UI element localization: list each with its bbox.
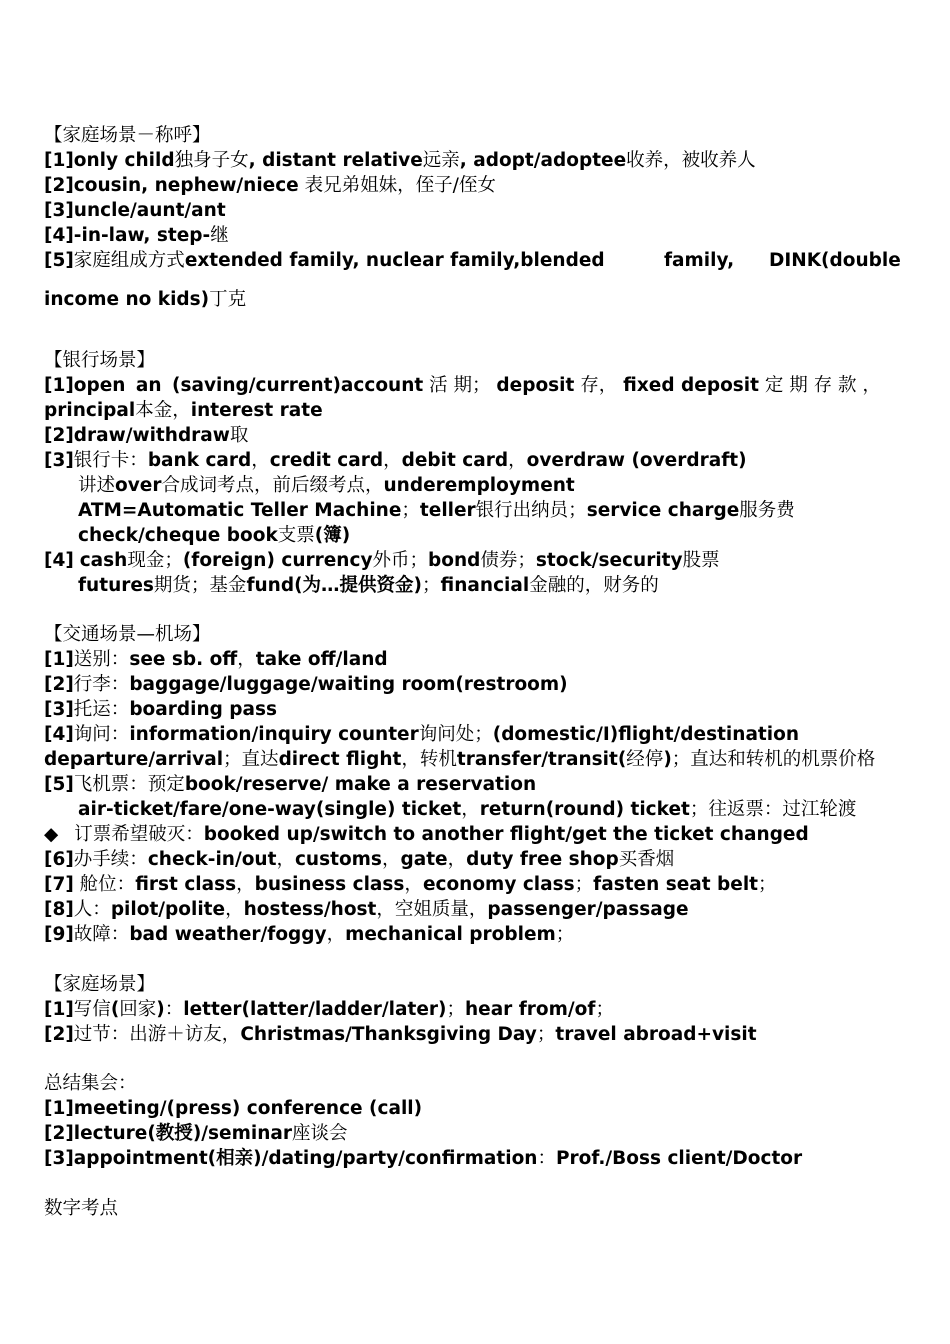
- text-span: 服务费: [739, 500, 795, 521]
- text-span: [4]: [44, 225, 74, 246]
- text-span: [1]: [44, 1098, 74, 1119]
- text-span: [2]: [44, 425, 74, 446]
- text-span: Christmas/Thanksgiving Day: [240, 1024, 537, 1045]
- list-item-continuation: [44, 398, 323, 423]
- text-span: [9]: [44, 924, 74, 945]
- text-span: -in-law, step-: [73, 225, 211, 246]
- text-span: customs: [294, 849, 382, 870]
- text-span: deposit: [496, 375, 575, 396]
- list-item: [44, 373, 914, 398]
- text-span: business class: [254, 874, 405, 895]
- text-span: bond: [428, 550, 481, 571]
- text-span: [7]: [44, 874, 74, 895]
- text-span: book/reserve/ make a reservation: [184, 774, 537, 795]
- text-span: [8]: [44, 899, 74, 920]
- text-span: 询问处；: [418, 724, 493, 745]
- list-item: [44, 223, 229, 248]
- text-span: 表兄弟姐妹，侄子/侄女: [304, 175, 496, 196]
- list-item: [44, 248, 906, 273]
- text-span: uncle/aunt/ant: [73, 200, 226, 221]
- text-span: ，: [383, 450, 402, 471]
- text-span: ；直达和转机的机票价格: [671, 749, 876, 770]
- text-span: 过节：出游＋访友，: [73, 1024, 241, 1045]
- text-span: , adopt/adoptee: [459, 150, 627, 171]
- text-span: underemployment: [383, 475, 575, 496]
- text-span: ，: [461, 799, 480, 820]
- text-span: 【家庭场景】: [44, 974, 156, 995]
- text-span: take off/land: [255, 649, 388, 670]
- text-span: ：: [537, 1148, 556, 1169]
- list-item: [44, 1022, 757, 1047]
- text-span: 为…提供资金: [302, 575, 414, 596]
- text-span: 故障：: [73, 924, 130, 945]
- text-span: ): [663, 749, 672, 770]
- text-span: [4]: [44, 550, 74, 571]
- text-span: 【交通场景—机场】: [44, 624, 211, 645]
- text-span: [2]: [44, 674, 74, 695]
- text-span: extended family, nuclear family,blended: [184, 250, 605, 271]
- text-span: 定 期 存 款 ，: [764, 375, 881, 396]
- text-span: (foreign) currency: [182, 550, 373, 571]
- text-span: lecture(: [73, 1123, 156, 1144]
- diamond-bullet-icon: ◆: [44, 824, 59, 845]
- text-span: booked up/switch to another flight/get the ticket changed: [203, 824, 809, 845]
- text-span: 讲述: [78, 475, 116, 496]
- text-span: 家庭组成方式: [73, 250, 185, 271]
- text-span: only child: [73, 150, 175, 171]
- text-span: [4]: [44, 724, 74, 745]
- list-item: [44, 872, 777, 897]
- list-item-continuation: [78, 473, 575, 498]
- text-span: family,: [664, 250, 735, 271]
- section-heading-meetings: [44, 1071, 137, 1096]
- text-span: ，: [251, 450, 270, 471]
- text-span: pilot/polite: [110, 899, 226, 920]
- section-heading-bank: [44, 348, 155, 373]
- text-span: mechanical problem: [345, 924, 556, 945]
- text-span: ；: [555, 924, 575, 945]
- text-span: air-ticket/fare/one-way(single) ticket: [78, 799, 462, 820]
- text-span: ，: [404, 874, 423, 895]
- text-span: 托运：: [73, 699, 130, 720]
- section-heading-family-titles: [44, 123, 211, 148]
- text-span: 询问：: [73, 724, 130, 745]
- text-span: 订票希望破灭：: [74, 824, 204, 845]
- text-span: ：: [164, 999, 184, 1020]
- text-span: 金融的，财务的: [529, 575, 659, 596]
- list-item-continuation: [78, 523, 350, 548]
- text-span: 飞机票：预定: [73, 774, 185, 795]
- text-span: ): [413, 575, 423, 596]
- text-span: ；: [401, 500, 420, 521]
- text-span: Prof./Boss client/Doctor: [555, 1148, 803, 1169]
- section-heading-family: [44, 972, 155, 997]
- text-span: ；: [422, 575, 441, 596]
- text-span: 【银行场景】: [44, 350, 156, 371]
- text-span: check/cheque book: [78, 525, 278, 546]
- section-heading-airport: [44, 622, 211, 647]
- text-span: 银行卡：: [73, 450, 148, 471]
- text-span: ，转机: [401, 749, 457, 770]
- list-item-continuation: [78, 498, 795, 523]
- text-span: interest rate: [190, 400, 323, 421]
- text-span: (domestic/I)flight/destination: [492, 724, 799, 745]
- list-item: [44, 1096, 422, 1121]
- text-span: information/inquiry counter: [129, 724, 419, 745]
- list-item: [44, 173, 496, 198]
- text-span: 座谈会: [291, 1123, 348, 1144]
- list-item: [44, 697, 277, 722]
- section-heading-numbers: [44, 1196, 118, 1221]
- text-span: 回家: [119, 999, 157, 1020]
- text-span: )/dating/party/confirmation: [253, 1148, 538, 1169]
- text-span: 期货；基金: [153, 575, 247, 596]
- text-span: hear from/of: [464, 999, 596, 1020]
- text-span: [1]: [44, 375, 74, 396]
- bullet-item: [44, 822, 809, 847]
- list-item: [44, 1121, 348, 1146]
- text-span: 继: [210, 225, 229, 246]
- text-span: letter(latter/ladder/later): [183, 999, 447, 1020]
- text-span: overdraw (overdraft): [526, 450, 747, 471]
- text-span: 债券；: [480, 550, 536, 571]
- text-span: passenger/passage: [487, 899, 689, 920]
- text-span: credit card: [269, 450, 384, 471]
- text-span: [2]: [44, 1024, 74, 1045]
- text-span: [3]: [44, 450, 74, 471]
- text-span: 人：: [73, 899, 111, 920]
- text-span: 合成词考点，前后缀考点，: [161, 475, 384, 496]
- text-span: bad weather/foggy: [129, 924, 327, 945]
- list-item: [44, 548, 720, 573]
- text-span: departure/arrival: [44, 749, 224, 770]
- text-span: ，: [276, 849, 295, 870]
- text-span: [2]: [44, 175, 74, 196]
- text-span: [1]: [44, 649, 74, 670]
- heading-text: 【家庭场景－称呼】: [44, 125, 211, 146]
- text-span: 取: [229, 425, 249, 446]
- text-span: 丁克: [209, 289, 247, 310]
- text-span: 远亲: [422, 150, 460, 171]
- text-span: ): [156, 999, 165, 1020]
- text-span: direct flight: [278, 749, 402, 770]
- text-span: ，: [326, 924, 346, 945]
- text-span: (簿): [314, 525, 351, 546]
- text-span: over: [115, 475, 162, 496]
- text-span: [3]: [44, 200, 74, 221]
- text-span: 存，: [580, 375, 618, 396]
- text-span: ；: [758, 874, 777, 895]
- text-span: ；: [446, 999, 465, 1020]
- text-span: 教授: [155, 1123, 193, 1144]
- text-span: gate: [400, 849, 448, 870]
- text-span: duty free shop: [466, 849, 619, 870]
- list-item: [44, 423, 248, 448]
- text-span: 行李：: [73, 674, 130, 695]
- text-span: [5]: [44, 774, 74, 795]
- text-span: ，: [236, 874, 255, 895]
- text-span: ；直达: [223, 749, 279, 770]
- text-span: ，: [237, 649, 256, 670]
- list-item: [44, 148, 756, 173]
- list-item-continuation: [44, 287, 246, 312]
- text-span: ；: [595, 999, 614, 1020]
- text-span: 活 期；: [429, 375, 491, 396]
- text-span: futures: [78, 575, 154, 596]
- text-span: fixed deposit: [623, 375, 759, 396]
- list-item: [44, 672, 568, 697]
- text-span: [3]: [44, 699, 74, 720]
- text-span: travel abroad+visit: [555, 1024, 757, 1045]
- text-span: [3]: [44, 1148, 74, 1169]
- list-item: [44, 647, 388, 672]
- text-span: ，: [381, 849, 401, 870]
- text-span: 经停: [626, 749, 664, 770]
- text-span: 外币；: [372, 550, 429, 571]
- text-span: (: [110, 999, 120, 1020]
- text-span: , distant relative: [248, 150, 423, 171]
- text-span: teller: [419, 500, 476, 521]
- text-span: DINK(double: [769, 250, 901, 271]
- text-span: service charge: [586, 500, 740, 521]
- text-span: 买香烟: [618, 849, 675, 870]
- text-span: principal: [44, 400, 136, 421]
- text-span: 现金；: [127, 550, 183, 571]
- text-span: 数字考点: [44, 1198, 119, 1219]
- list-item: [44, 772, 536, 797]
- text-span: draw/withdraw: [73, 425, 230, 446]
- text-span: check-in/out: [147, 849, 277, 870]
- text-span: transfer/transit(: [456, 749, 627, 770]
- text-span: 股票: [682, 550, 720, 571]
- text-span: )/seminar: [192, 1123, 292, 1144]
- text-span: 总结集会：: [44, 1073, 137, 1094]
- text-span: income no kids): [44, 289, 210, 310]
- text-span: 相亲: [216, 1148, 254, 1169]
- text-span: 本金，: [135, 400, 191, 421]
- text-span: cousin, nephew/niece: [73, 175, 299, 196]
- text-span: stock/security: [535, 550, 683, 571]
- text-span: economy class: [422, 874, 575, 895]
- list-item-continuation: [78, 797, 856, 822]
- text-span: boarding pass: [129, 699, 278, 720]
- text-span: ，: [508, 450, 527, 471]
- text-span: open an (saving/current)account: [73, 375, 424, 396]
- text-span: 收养，被收养人: [626, 150, 756, 171]
- text-span: see sb. off: [129, 649, 238, 670]
- text-span: ；: [536, 1024, 556, 1045]
- list-item: [44, 922, 574, 947]
- text-span: hostess/host: [243, 899, 377, 920]
- list-item-continuation: [44, 747, 875, 772]
- text-span: appointment(: [73, 1148, 217, 1169]
- text-span: cash: [79, 550, 128, 571]
- text-span: fund(: [246, 575, 303, 596]
- list-item: [44, 847, 674, 872]
- list-item: [44, 448, 747, 473]
- text-span: 写信: [73, 999, 111, 1020]
- text-span: 支票: [277, 525, 315, 546]
- text-span: 银行出纳员；: [475, 500, 587, 521]
- list-item-continuation: [78, 573, 659, 598]
- list-item: [44, 997, 614, 1022]
- list-item: [44, 198, 226, 223]
- list-item: [44, 1146, 802, 1171]
- text-span: debit card: [401, 450, 509, 471]
- text-span: ATM=Automatic Teller Machine: [78, 500, 402, 521]
- text-span: 舱位：: [73, 874, 136, 895]
- text-span: 办手续：: [73, 849, 148, 870]
- text-span: ；: [574, 874, 594, 895]
- text-span: financial: [440, 575, 530, 596]
- text-span: [5]: [44, 250, 74, 271]
- text-span: baggage/luggage/waiting room(restroom): [129, 674, 568, 695]
- text-span: ，: [447, 849, 467, 870]
- list-item: [44, 722, 799, 747]
- text-span: return(round) ticket: [479, 799, 690, 820]
- text-span: bank card: [147, 450, 252, 471]
- text-span: first class: [135, 874, 237, 895]
- text-span: [1]: [44, 999, 74, 1020]
- text-span: 送别：: [73, 649, 130, 670]
- text-span: 独身子女: [174, 150, 249, 171]
- list-item: [44, 897, 689, 922]
- text-span: meeting/(press) conference (call): [73, 1098, 423, 1119]
- text-span: ；往返票：过江轮渡: [689, 799, 857, 820]
- text-span: fasten seat belt: [593, 874, 759, 895]
- text-span: [2]: [44, 1123, 74, 1144]
- text-span: ，空姐质量，: [376, 899, 488, 920]
- text-span: [6]: [44, 849, 74, 870]
- text-span: ，: [225, 899, 244, 920]
- text-span: [1]: [44, 150, 74, 171]
